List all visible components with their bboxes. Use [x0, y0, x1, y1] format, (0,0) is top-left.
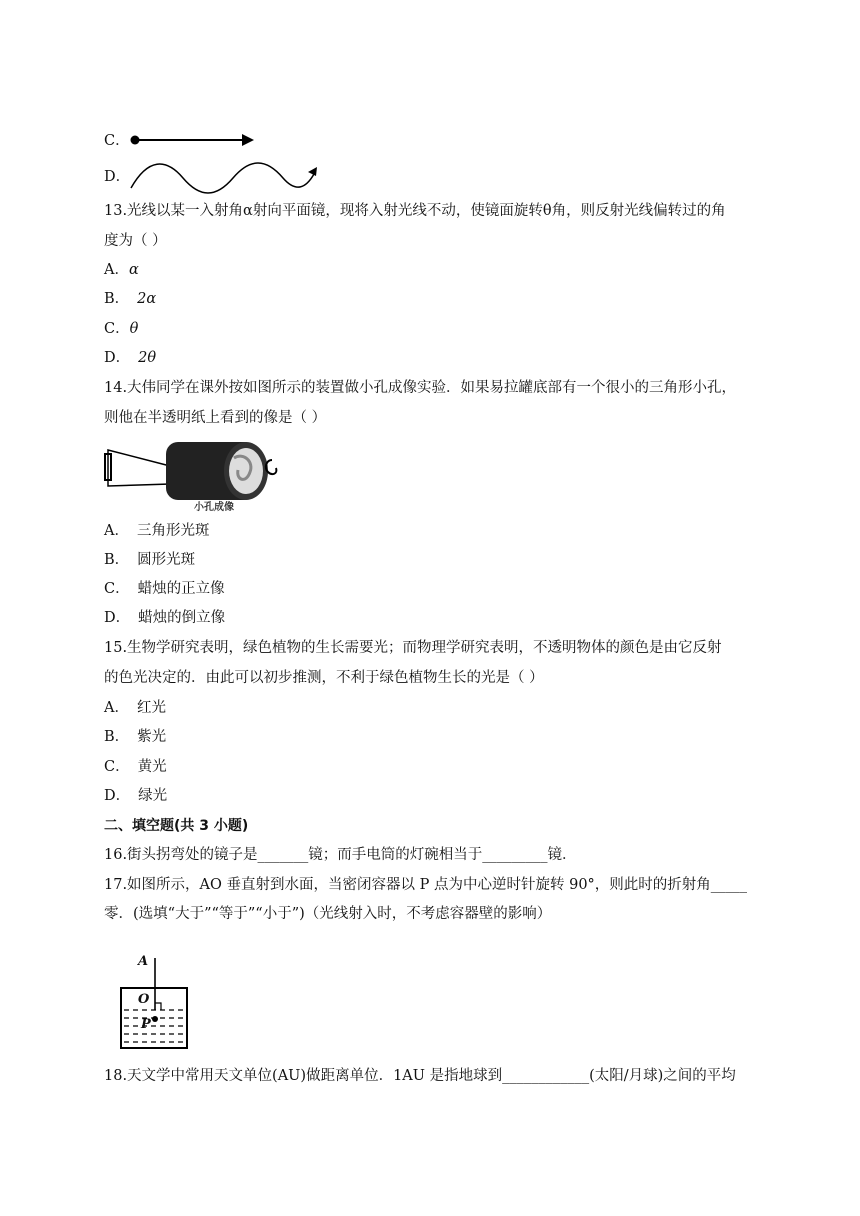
option-label: D． [104, 610, 131, 626]
option-label: D． [104, 788, 131, 804]
option-label: D． [104, 169, 131, 185]
option-text: 2θ [138, 350, 157, 366]
water-surface [124, 1010, 184, 1042]
q15-option-d [104, 786, 167, 806]
option-label: C． [104, 133, 130, 149]
option-label: D． [104, 350, 131, 366]
option-text: 2α [137, 291, 157, 307]
q13-line2: 度为（ ） [104, 233, 167, 249]
option-text: 红光 [136, 700, 166, 716]
q14-line2: 则他在半透明纸上看到的像是（ ） [104, 410, 327, 426]
light-cone [108, 450, 170, 486]
wave-arrow-figure [128, 160, 323, 196]
q15-line1: 15.生物学研究表明，绿色植物的生长需要光；而物理学研究表明，不透明物体的颜色是由它反射 [104, 640, 722, 656]
option-label: B． [104, 552, 130, 568]
option-label: C． [104, 759, 130, 775]
q14-option-d [104, 608, 225, 628]
section-heading: 二、填空题(共 3 小题) [104, 818, 249, 834]
q18-text: 18.天文学中常用天文单位(AU)做距离单位．1AU 是指地球到____________(太阳/月球)之间的平均 [104, 1068, 736, 1084]
q13-option-c [104, 319, 138, 339]
q14-option-c [104, 579, 225, 599]
q15-line2: 的色光决定的．由此可以初步推测，不利于绿色植物生长的光是（ ） [104, 670, 544, 686]
q16-text: 16.街头拐弯处的镜子是_______镜；而手电筒的灯碗相当于_________镜． [104, 847, 577, 863]
option-label: A． [104, 262, 129, 278]
label-p: P [141, 1017, 151, 1032]
option-text: 三角形光斑 [136, 523, 210, 539]
q14-option-a [104, 521, 209, 541]
ray-arrow-figure [128, 130, 260, 150]
translucent-paper [229, 448, 263, 494]
option-text: 黄光 [137, 759, 167, 775]
option-c [104, 131, 130, 151]
option-text: θ [129, 321, 139, 337]
right-angle-mark [155, 1003, 161, 1010]
option-text: 圆形光斑 [137, 552, 196, 568]
point-p-dot [152, 1016, 158, 1022]
option-label: A． [104, 523, 129, 539]
option-text: 紫光 [137, 729, 167, 745]
option-label: A． [104, 700, 129, 716]
q13-line1: 13.光线以某一入射角α射向平面镜，现将入射光线不动，使镜面旋转θ角，则反射光线偏转过的角 [104, 203, 726, 219]
option-text: 绿光 [138, 788, 168, 804]
label-a: A [138, 954, 149, 969]
q14-line1: 14.大伟同学在课外按如图所示的装置做小孔成像实验．如果易拉罐底部有一个很小的三角形小孔， [104, 380, 737, 396]
q17-line2: 零．(选填“大于”“等于”“小于”)（光线射入时，不考虑容器壁的影响） [104, 906, 552, 922]
option-d [104, 167, 130, 187]
q15-option-b [104, 727, 166, 747]
water-container-figure [114, 950, 194, 1054]
arrow-head-icon [308, 167, 317, 176]
option-label: B． [104, 729, 130, 745]
option-label: B． [104, 291, 130, 307]
option-label: C． [104, 321, 130, 337]
q17-line1: 17.如图所示，AO 垂直射到水面，当密闭容器以 P 点为中心逆时针旋转 90°，则此时的折射角_____ [104, 877, 748, 893]
q14-option-b [104, 550, 195, 570]
q15-option-a [104, 698, 166, 718]
option-text: 蜡烛的倒立像 [138, 610, 226, 626]
option-label: C． [104, 581, 130, 597]
q13-option-b [104, 289, 156, 309]
q13-option-d [104, 348, 156, 368]
option-text: 蜡烛的正立像 [137, 581, 225, 597]
figure-caption: 小孔成像 [194, 502, 234, 513]
pinhole-camera-figure [100, 436, 290, 518]
q15-option-c [104, 757, 167, 777]
option-text: α [128, 262, 139, 278]
wave-line [131, 163, 314, 193]
q13-option-a [104, 260, 139, 280]
container-drawing [114, 950, 194, 1054]
arrow-head-icon [242, 134, 254, 146]
label-o: O [138, 992, 150, 1007]
